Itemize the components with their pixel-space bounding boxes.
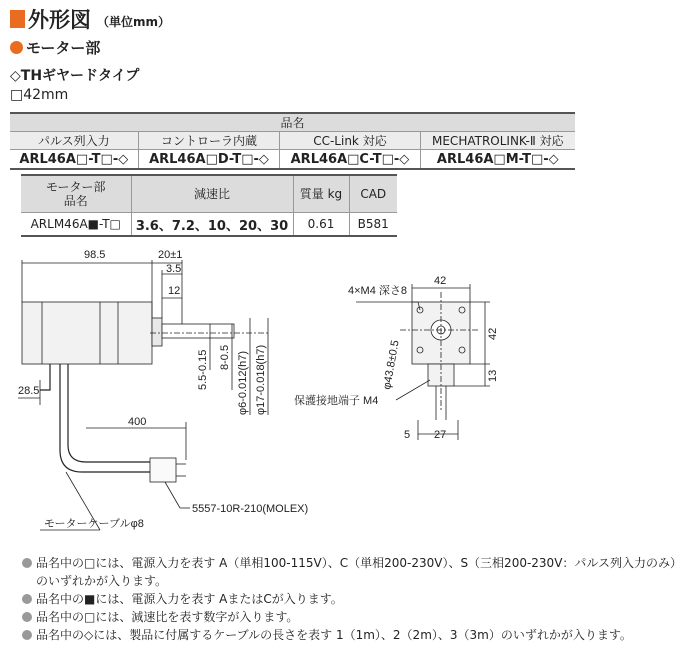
notes-list [22, 554, 692, 644]
dim-20: 20±1 [158, 249, 183, 261]
note-text: 品名中の◇には、製品に付属するケーブルの長さを表す 1（1m）、2（2m）、3（3m）のいずれかが入ります。 [36, 628, 632, 642]
note-text: 品名中の□には、減速比を表す数字が入ります。 [36, 610, 299, 624]
note-text: 品名中の□には、電源入力を表す A（単相100-115V）、C（単相200-230V）、S（三相200-230V：パルス列入力のみ）のいずれかが入ります。 [36, 556, 683, 588]
spec-table [21, 174, 397, 237]
dim-13: 13 [487, 369, 499, 382]
spec-model: ARLM46A■-T□ [21, 213, 131, 237]
dim-27: 27 [434, 429, 447, 441]
orange-square-icon [10, 10, 25, 28]
note-item [22, 590, 692, 608]
spec-header-cad: CAD [349, 175, 397, 213]
unit-label: （単位mm） [97, 14, 171, 29]
dim-28-5: 28.5 [18, 385, 40, 397]
note-text: 品名中の■には、電源入力を表す AまたはCが入ります。 [36, 592, 343, 606]
dim-12: 12 [168, 285, 181, 297]
dim-boss: φ17-0.018(h7) [255, 344, 267, 415]
dim-shaft: φ6-0.012(h7) [237, 350, 249, 415]
product-table-title: 品名 [10, 113, 575, 132]
note-item [22, 626, 692, 644]
dim-400: 400 [128, 416, 147, 428]
product-code: ARL46A□M-T□-◇ [420, 150, 575, 170]
spec-header-mass: 質量 kg [293, 175, 349, 213]
title-row [10, 6, 170, 32]
cable-label: モーターケーブルφ8 [44, 518, 144, 530]
pcd-label: φ43.8±0.5 [381, 339, 402, 391]
dim-8: 8-0.5 [219, 344, 231, 370]
dim-5-5: 5.5-0.15 [197, 349, 209, 390]
bullet-icon [22, 558, 32, 568]
spec-mass: 0.61 [293, 213, 349, 237]
note-item [22, 608, 692, 626]
type-label: ◇THギヤードタイプ [10, 68, 140, 84]
connector-label: 5557-10R-210(MOLEX) [192, 503, 309, 515]
product-table [10, 112, 575, 170]
spec-ratio: 3.6、7.2、10、20、30 [131, 213, 293, 237]
dim-3-5: 3.5 [166, 263, 182, 275]
dim-42-side: 42 [487, 327, 499, 340]
motor-body-outline [22, 302, 152, 364]
bullet-icon [22, 594, 32, 604]
orange-dot-icon [10, 41, 23, 54]
section-row [10, 37, 100, 58]
product-code: ARL46A□C-T□-◇ [280, 150, 420, 170]
bullet-icon [22, 630, 32, 640]
section-title: モーター部 [26, 39, 101, 57]
spec-header-model: モーター部 品名 [21, 175, 131, 213]
size-label: □42mm [10, 87, 69, 103]
page-title: 外形図 [28, 8, 91, 32]
column-header: コントローラ内蔵 [138, 132, 280, 150]
screw-label: 4×M4 深さ8 [348, 285, 407, 297]
spec-header-ratio: 減速比 [131, 175, 293, 213]
product-code: ARL46A□-T□-◇ [10, 150, 138, 170]
dim-42-top: 42 [434, 275, 447, 287]
dim-5: 5 [404, 429, 411, 441]
product-code: ARL46A□D-T□-◇ [138, 150, 280, 170]
bullet-icon [22, 612, 32, 622]
dim-98-5: 98.5 [84, 249, 106, 261]
dimension-drawing [0, 240, 700, 540]
column-header: CC-Link 対応 [280, 132, 420, 150]
column-header: MECHATROLINK-Ⅱ 対応 [420, 132, 575, 150]
spec-cad: B581 [349, 213, 397, 237]
column-header: パルス列入力 [10, 132, 138, 150]
ground-label: 保護接地端子 M4 [294, 395, 379, 407]
note-item [22, 554, 692, 590]
